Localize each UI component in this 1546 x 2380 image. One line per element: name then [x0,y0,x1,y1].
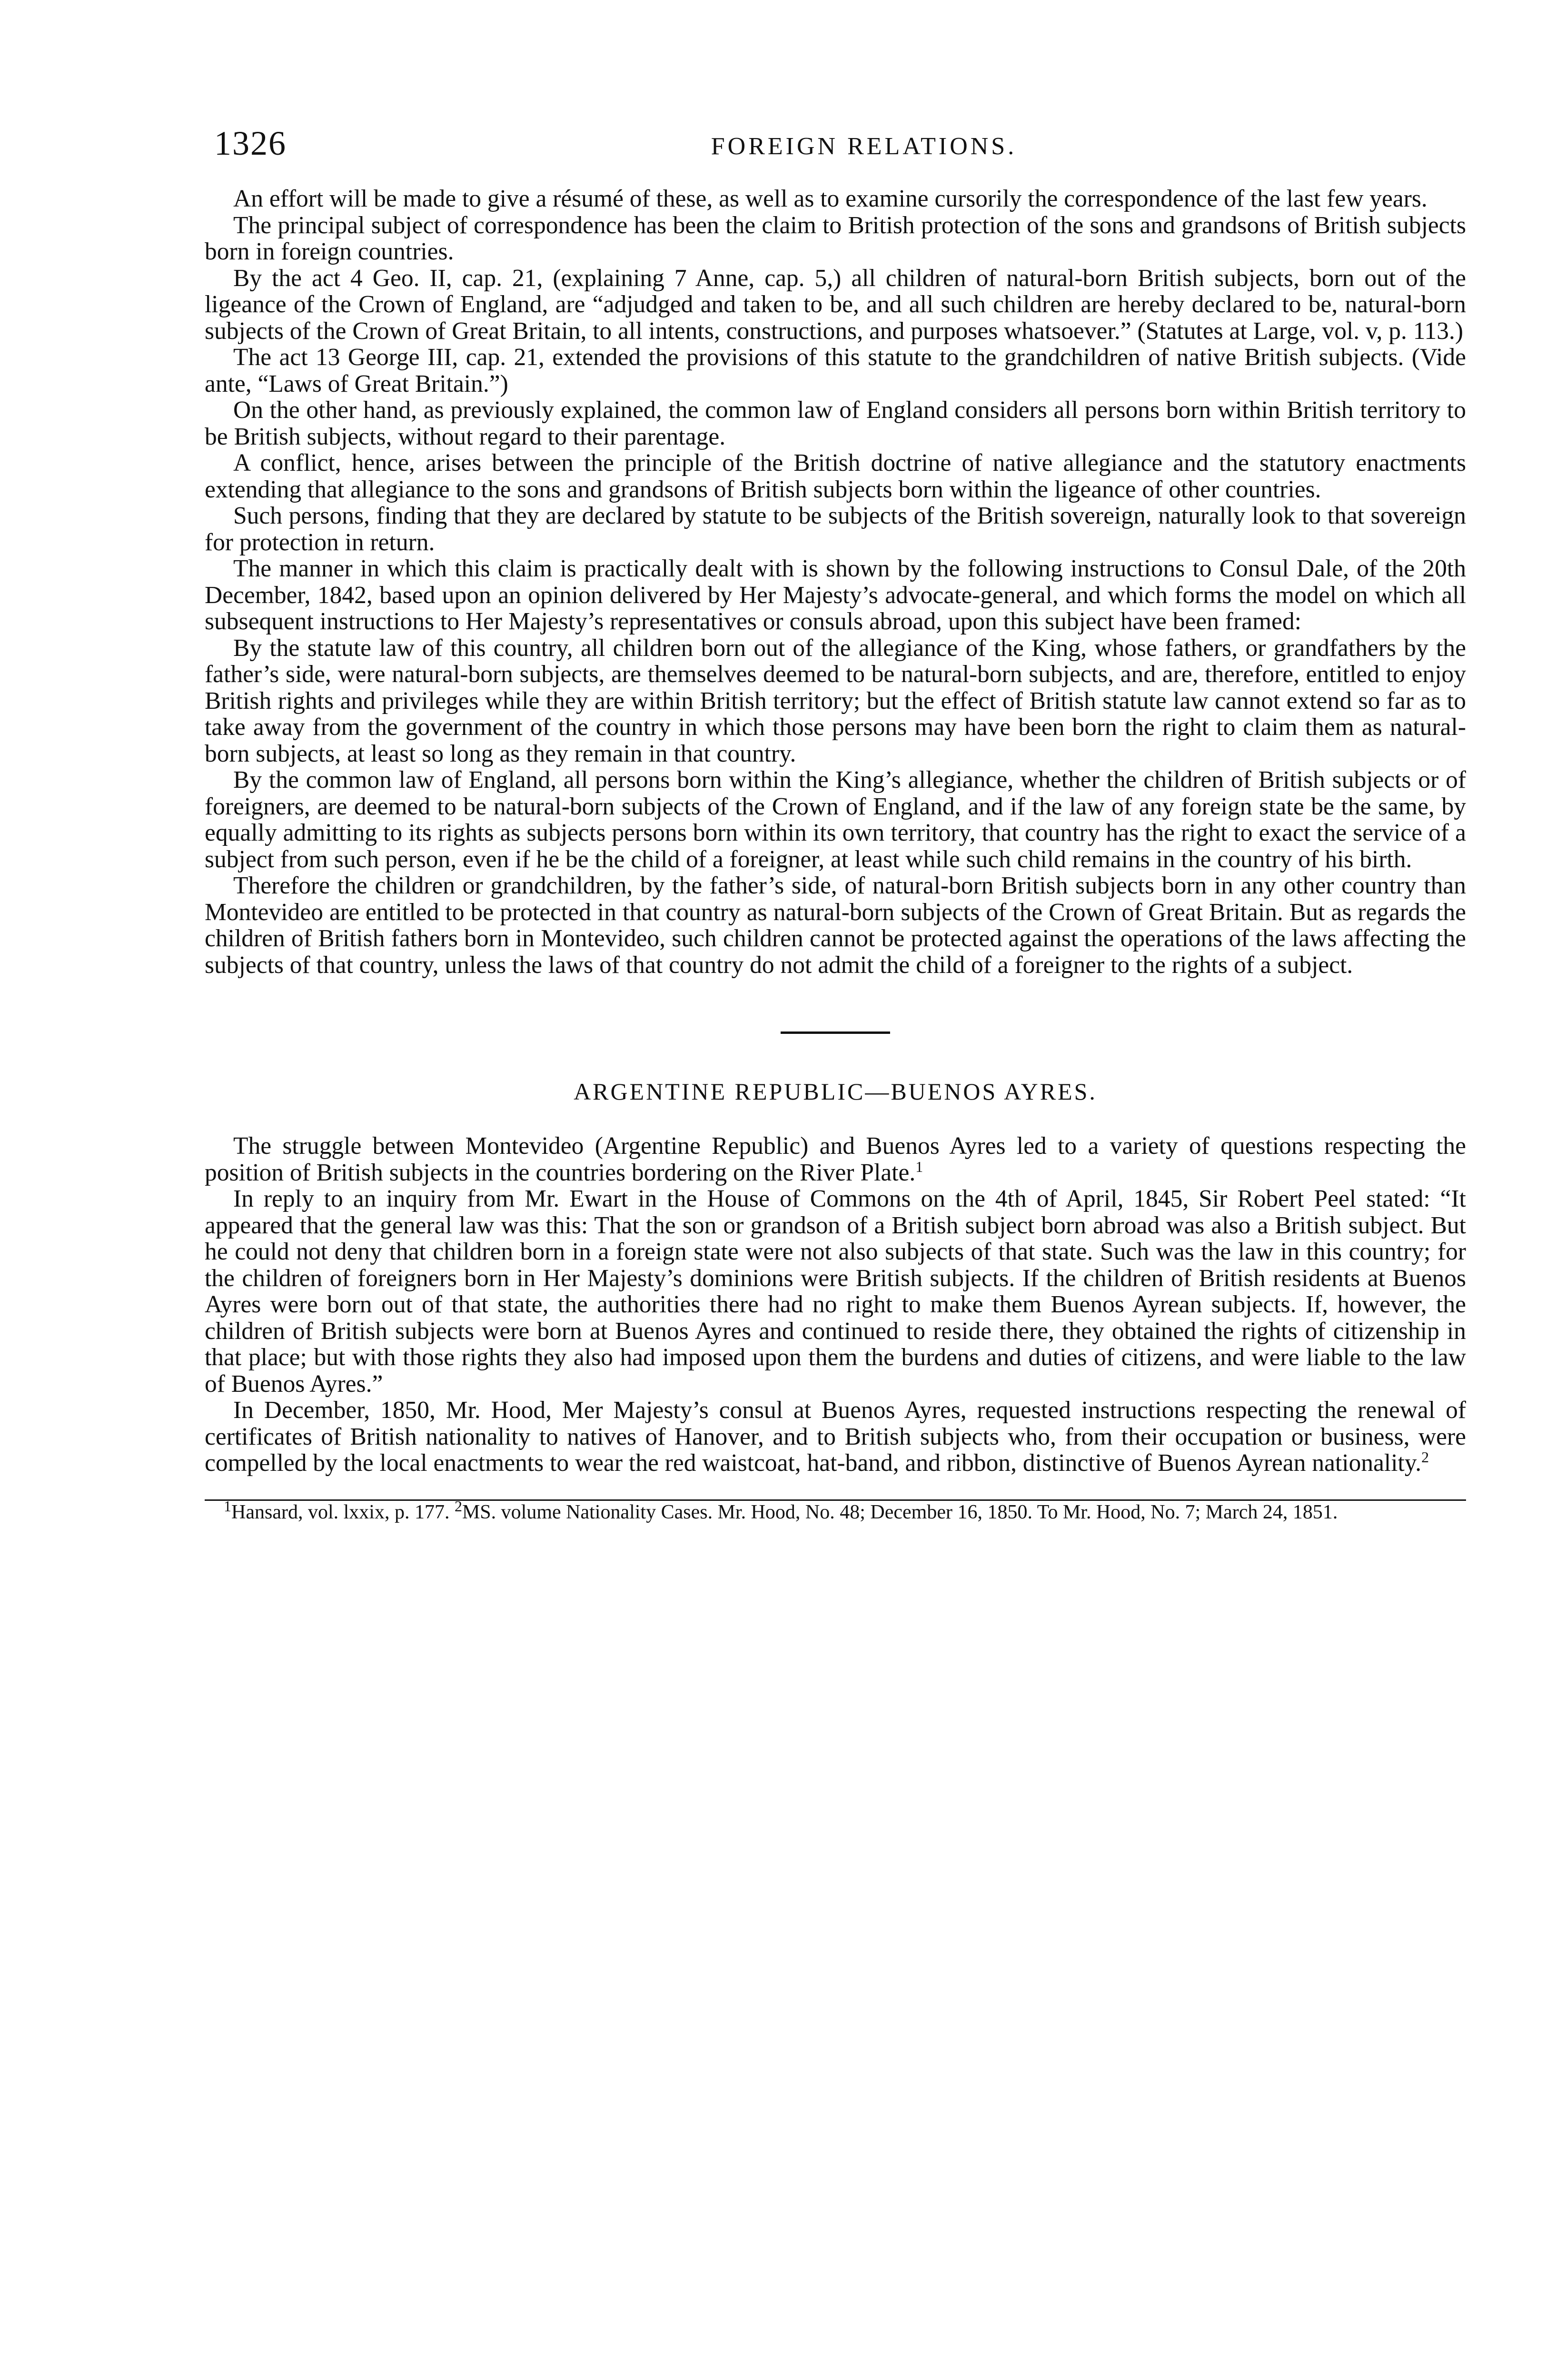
paragraph: By the act 4 Geo. II, cap. 21, (explaining 7 Anne, cap. 5,) all children of natural-born British subjects, born out of the ligeance of the Crown of England, are “adjudged and taken to be, and all such children are hereby declared to be, natural-born subjects of the Crown of Great Britain, to all intents, constructions, and purposes whatsoever.” (Statutes at Large, vol. v, p. 113.) [205,264,1466,345]
footnote-text: MS. volume Nationality Cases. Mr. Hood, No. 48; December 16, 1850. To Mr. Hood, No. 7; March 24, 1851. [462,1501,1338,1523]
section-text [205,1133,1466,1477]
document-page [205,124,1466,1524]
main-text [205,186,1466,978]
footnote-ref[interactable]: 2 [1421,1448,1429,1466]
quoted-paragraph: Therefore the children or grandchildren, by the father’s side, of natural-born British subjects born in any other country than Montevideo are entitled to be protected in that country as natural-born subjects of the Crown of Great Britain. But as regards the children of British fathers born in Montevideo, such children cannot be protected against the operations of the laws affecting the subjects of that country, unless the laws of that country do not admit the child of a foreigner to the rights of a subject. [205,872,1466,979]
paragraph-text: The struggle between Montevideo (Argentine Republic) and Buenos Ayres led to a variety of questions respecting the position of British subjects in the countries bordering on the River Plate. [205,1132,1466,1186]
quoted-paragraph: By the statute law of this country, all children born out of the allegiance of the King, whose fathers, or grandfathers by the father’s side, were natural-born subjects, are themselves deemed to be natural-born subjects, and are, therefore, entitled to enjoy British rights and privileges while they are within British territory; but the effect of British statute law cannot extend so far as to take away from the government of the country in which those persons may have been born the right to claim them as natural-born subjects, at least so long as they remain in that country. [205,634,1466,767]
paragraph: A conflict, hence, arises between the principle of the British doctrine of native allegiance and the statutory enactments extending that allegiance to the sons and grandsons of British subjects born within the ligeance of other countries. [205,449,1466,503]
paragraph: In reply to an inquiry from Mr. Ewart in the House of Commons on the 4th of April, 1845, Sir Robert Peel stated: “It appeared that the general law was this: That the son or grandson of a British subject born abroad was also a British subject. But he could not deny that children born in a foreign state were not also subjects of that state. Such was the law in this country; for the children of foreigners born in Her Majesty’s dominions were British subjects. If the children of British residents at Buenos Ayres were born out of that state, the authorities there had no right to make them Buenos Ayrean subjects. If, however, the children of British subjects were born at Buenos Ayres and continued to reside there, they obtained the rights of citizenship in that place; but with those rights they also had imposed upon them the burdens and duties of citizens, and were liable to the law of Buenos Ayres.” [205,1185,1466,1398]
paragraph: On the other hand, as previously explained, the common law of England considers all persons born within British territory to be British subjects, without regard to their parentage. [205,397,1466,450]
footnote-mark: 2 [454,1497,462,1515]
footnote [205,1497,1466,1524]
footnote-mark: 1 [224,1497,231,1515]
footnote-text: Hansard, vol. lxxix, p. 177. [231,1501,450,1523]
paragraph: An effort will be made to give a résumé of these, as well as to examine cursorily the correspondence of the last few years. [233,185,1427,212]
paragraph [205,1397,1466,1477]
quoted-paragraph: By the common law of England, all persons born within the King’s allegiance, whether the children of British subjects or of foreigners, are deemed to be natural-born subjects of the Crown of England, and if the law of any foreign state be the same, by equally admitting to its rights as subjects persons born within its own territory, that country has the right to exact the service of a subject from such person, even if he be the child of a foreigner, at least while such child remains in the country of his birth. [205,766,1466,873]
page-header [205,124,1466,186]
section-divider [781,1031,890,1034]
running-head: FOREIGN RELATIONS. [711,133,1017,160]
paragraph-text: In December, 1850, Mr. Hood, Mer Majesty’s consul at Buenos Ayres, requested instructions respecting the renewal of certificates of British nationality to natives of Hanover, and to British subjects who, from their occupation or business, were compelled by the local enactments to wear the red waistcoat, hat-band, and ribbon, distinctive of Buenos Ayrean nationality. [205,1397,1466,1477]
paragraph: The principal subject of correspondence has been the claim to British protection of the sons and grandsons of British subjects born in foreign countries. [205,211,1466,265]
page-number: 1326 [214,124,287,162]
paragraph: The manner in which this claim is practically dealt with is shown by the following instructions to Consul Dale, of the 20th December, 1842, based upon an opinion delivered by Her Majesty’s advocate-general, and which forms the model on which all subsequent instructions to Her Majesty’s representatives or consuls abroad, upon this subject have been framed: [205,555,1466,635]
footnotes [205,1497,1466,1524]
paragraph: Such persons, finding that they are declared by statute to be subjects of the British sovereign, naturally look to that sovereign for protection in return. [205,502,1466,556]
paragraph [205,1133,1466,1186]
section-heading: ARGENTINE REPUBLIC—BUENOS AYRES. [574,1078,1097,1105]
paragraph: The act 13 George III, cap. 21, extended the provisions of this statute to the grandchildren of native British subjects. (Vide ante, “Laws of Great Britain.”) [205,344,1466,397]
footnote-ref[interactable]: 1 [915,1158,923,1175]
